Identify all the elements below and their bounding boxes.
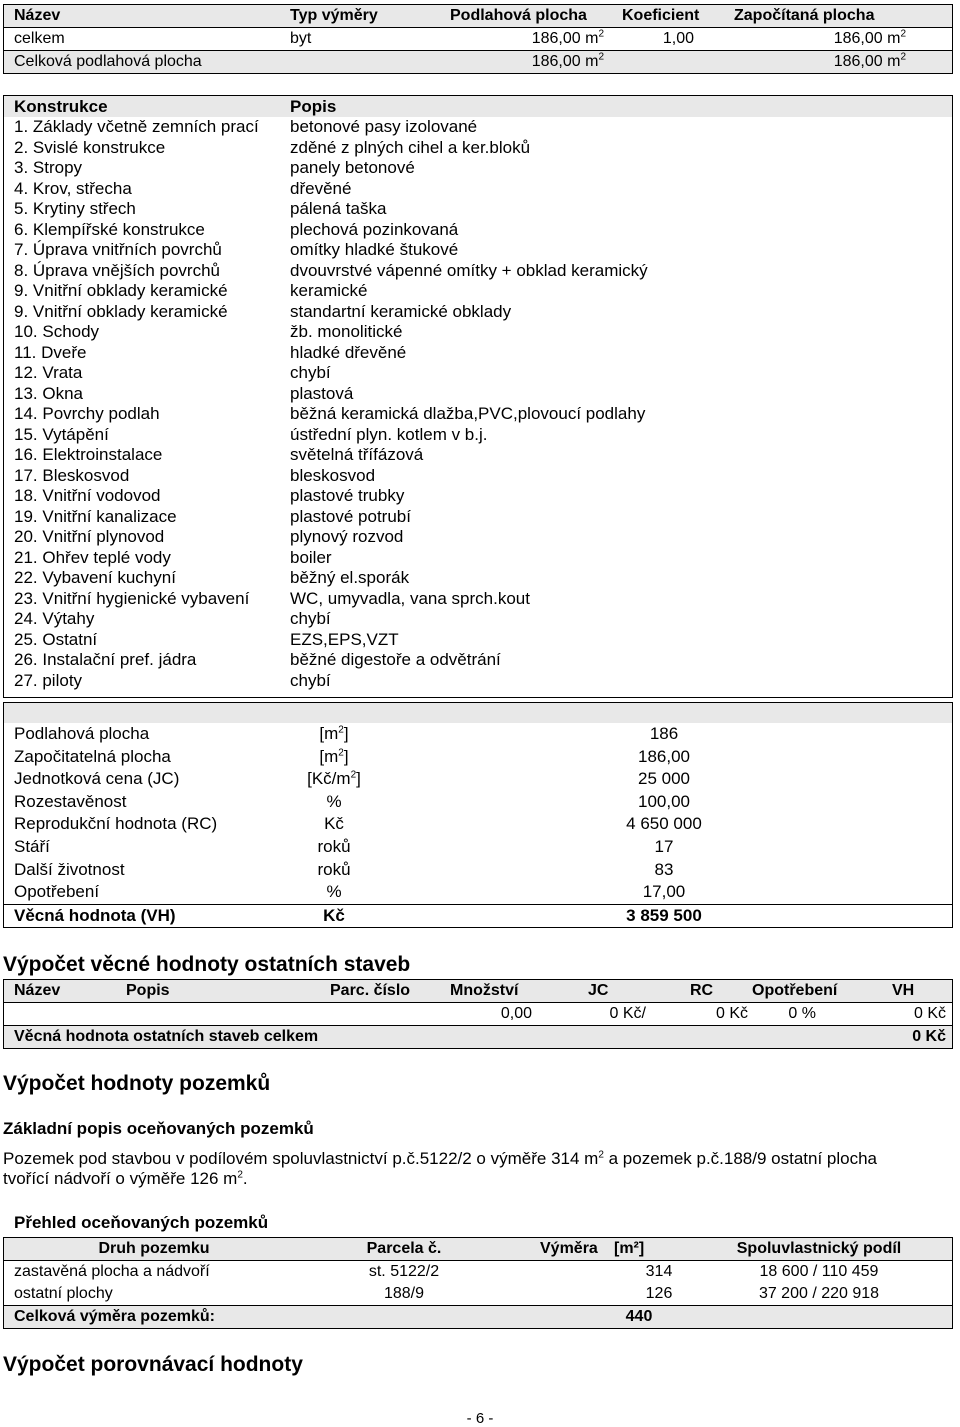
- table-row: [4, 836, 952, 859]
- construction-desc: dřevěné: [290, 178, 352, 198]
- land-parcel: st. 5122/2: [368, 1263, 440, 1280]
- valuation-unit: $[m^2]$: [319, 724, 349, 743]
- valuation-value: 186: [649, 724, 679, 743]
- table-row: [4, 548, 952, 569]
- construction-item: 21. Ohřev teplé vody: [14, 547, 171, 567]
- valuation-rows: [4, 723, 952, 904]
- col-counted: Započítaná plocha: [734, 7, 875, 24]
- construction-item: 2. Svislé konstrukce: [14, 137, 166, 157]
- other-buildings-total: Věcná hodnota ostatních staveb celkem 0 Kč: [4, 1025, 952, 1048]
- table-row: [4, 650, 952, 671]
- area-table-header: [4, 5, 952, 28]
- table-row: [4, 568, 952, 589]
- land-overview-title: Přehled oceňovaných pozemků: [14, 1213, 269, 1232]
- construction-item: 8. Úprava vnějších povrchů: [14, 260, 220, 280]
- valuation-value: 83: [654, 859, 674, 879]
- table-row: [4, 1283, 952, 1305]
- land-total-row: Celková výměra pozemků: 440: [4, 1305, 952, 1328]
- page-number: - 6 -: [466, 1410, 494, 1427]
- table-row: [4, 343, 952, 364]
- construction-desc: běžná keramická dlažba,PVC,plovoucí podlahy: [290, 404, 646, 423]
- table-row: [4, 404, 952, 425]
- construction-item: 19. Vnitřní kanalizace: [14, 506, 177, 526]
- table-row: [4, 791, 952, 814]
- valuation-unit: roků: [317, 859, 351, 879]
- valuation-label: Další životnost: [14, 859, 125, 879]
- table-row: [4, 881, 952, 904]
- construction-item: 3. Stropy: [14, 158, 83, 177]
- table-row: [4, 363, 952, 384]
- construction-desc: standartní keramické obklady: [290, 301, 512, 321]
- table-row: [4, 589, 952, 610]
- construction-item: 4. Krov, střecha: [14, 178, 132, 198]
- valuation-unit: $[Kč/m^2]$: [307, 769, 361, 789]
- construction-desc: hladké dřevěné: [290, 342, 407, 362]
- valuation-table: [3, 702, 953, 928]
- land-table-header: Druh pozemku Parcela č. Výměra [m²] Spoluvlastnický podíl: [4, 1238, 952, 1261]
- valuation-unit: Kč: [324, 814, 344, 834]
- table-row: [4, 671, 952, 692]
- table-row: [4, 1261, 952, 1283]
- table-row: [4, 507, 952, 528]
- valuation-label: Podlahová plocha: [14, 724, 150, 743]
- construction-desc: omítky hladké štukové: [290, 240, 459, 259]
- construction-item: 24. Výtahy: [14, 609, 95, 628]
- construction-desc: plastová: [290, 383, 354, 403]
- valuation-value: 17: [654, 836, 674, 856]
- area-total-row: Celková podlahová plocha 186,00 $m^2$ 186,00 $m^2$: [4, 50, 952, 73]
- valuation-label: Reprodukční hodnota (RC): [14, 814, 218, 834]
- construction-desc: světelná třífázová: [290, 445, 424, 464]
- construction-item: 6. Klempířské konstrukce: [14, 219, 205, 239]
- valuation-label: Započitatelná plocha: [14, 746, 171, 766]
- area-table: [3, 4, 953, 74]
- valuation-label: Opotřebení: [14, 882, 100, 902]
- construction-desc: keramické: [290, 281, 368, 300]
- valuation-unit: $[m^2]$: [319, 746, 349, 766]
- construction-desc: běžný el.sporák: [290, 568, 410, 587]
- valuation-value: 17,00: [642, 882, 686, 902]
- table-row: 0,00 0 Kč/ 0 Kč 0 % 0 Kč: [500, 1005, 946, 1022]
- construction-item: 27. piloty: [14, 670, 83, 690]
- construction-desc: chybí: [290, 363, 331, 382]
- table-row: [4, 138, 952, 159]
- valuation-value: 100,00: [638, 791, 690, 811]
- construction-item: 5. Krytiny střech: [14, 199, 136, 218]
- valuation-value: 186,00: [638, 746, 690, 766]
- table-row: [4, 425, 952, 446]
- construction-desc: dvouvrstvé vápenné omítky + obklad keramický: [290, 260, 648, 280]
- table-row: [4, 220, 952, 241]
- other-buildings-table: [3, 979, 953, 1049]
- construction-item: 9. Vnitřní obklady keramické: [14, 301, 228, 321]
- col-type: Typ výměry: [290, 7, 378, 24]
- table-row: [4, 179, 952, 200]
- valuation-unit: %: [326, 882, 342, 902]
- construction-desc: betonové pasy izolované: [290, 117, 478, 136]
- table-row: [4, 261, 952, 282]
- land-description: Pozemek pod stavbou v podílovém spoluvlastnictví p.č.5122/2 o výměře 314 $m^2$ a pozemek p.č.188/9 ostatní plocha tvořící nádvoří o výměře 126 $m^2$.: [3, 1149, 878, 1188]
- land-share: 37 200 / 220 918: [758, 1285, 880, 1302]
- construction-desc: ústřední plyn. kotlem v b.j.: [290, 424, 488, 444]
- land-table: [3, 1237, 953, 1329]
- valuation-label: Rozestavěnost: [14, 791, 127, 811]
- valuation-value: 4 650 000: [626, 814, 702, 834]
- construction-item: 16. Elektroinstalace: [14, 445, 163, 464]
- construction-desc: plynový rozvod: [290, 527, 404, 546]
- table-row: [4, 281, 952, 302]
- construction-desc: panely betonové: [290, 158, 415, 177]
- construction-item: 23. Vnitřní hygienické vybavení: [14, 588, 250, 608]
- construction-item: 20. Vnitřní plynovod: [14, 527, 165, 546]
- table-row: [4, 630, 952, 651]
- construction-item: 12. Vrata: [14, 363, 83, 382]
- valuation-label: Stáří: [14, 836, 50, 856]
- table-row: [4, 117, 952, 138]
- construction-item: 26. Instalační pref. jádra: [14, 650, 197, 669]
- valuation-value: 25 000: [638, 769, 690, 789]
- table-row: [4, 240, 952, 261]
- land-rows: [4, 1261, 952, 1305]
- construction-header: Konstrukce Popis: [4, 96, 952, 117]
- other-buildings-header: Název Popis Parc. číslo Množství JC RC Opotřebení VH: [4, 980, 952, 1003]
- valuation-unit: roků: [317, 836, 351, 856]
- table-row: [4, 527, 952, 548]
- valuation-label: Jednotková cena (JC): [14, 769, 180, 789]
- col-coef: Koeficient: [622, 7, 700, 24]
- table-row: [4, 199, 952, 220]
- table-row: [4, 302, 952, 323]
- table-row: [4, 158, 952, 179]
- table-row: celkem byt 186,00 $m^2$ 1,00 186,00 $m^2$: [14, 28, 906, 47]
- construction-item: 10. Schody: [14, 322, 100, 341]
- other-buildings-title: Výpočet věcné hodnoty ostatních staveb: [3, 953, 411, 976]
- construction-desc: bleskosvod: [290, 465, 376, 485]
- construction-desc: běžné digestoře a odvětrání: [290, 650, 501, 669]
- construction-table: [3, 95, 953, 698]
- land-subtitle: Základní popis oceňovaných pozemků: [3, 1119, 314, 1138]
- table-row: [4, 609, 952, 630]
- land-type: zastavěná plocha a nádvoří: [14, 1263, 210, 1280]
- construction-item: 22. Vybavení kuchyní: [14, 568, 176, 587]
- construction-desc: WC, umyvadla, vana sprch.kout: [290, 588, 530, 608]
- table-row: [4, 768, 952, 791]
- construction-rows: [4, 117, 952, 691]
- table-row: [4, 466, 952, 487]
- valuation-unit: %: [326, 791, 342, 811]
- construction-item: 11. Dveře: [14, 342, 87, 362]
- construction-desc: pálená taška: [290, 199, 387, 218]
- construction-item: 9. Vnitřní obklady keramické: [14, 281, 228, 300]
- table-row: [4, 813, 952, 836]
- table-row: [4, 746, 952, 769]
- construction-desc: chybí: [290, 670, 331, 690]
- construction-item: 17. Bleskosvod: [14, 465, 130, 485]
- land-parcel: 188/9: [383, 1285, 425, 1302]
- table-row: [4, 859, 952, 882]
- construction-desc: boiler: [290, 547, 332, 567]
- land-area: 314: [645, 1263, 673, 1280]
- col-floor: Podlahová plocha: [450, 7, 587, 24]
- construction-desc: žb. monolitické: [290, 322, 403, 341]
- table-row: [4, 322, 952, 343]
- table-row: [4, 384, 952, 405]
- table-row: [4, 445, 952, 466]
- construction-desc: plastové potrubí: [290, 506, 411, 526]
- construction-desc: plechová pozinkovaná: [290, 219, 459, 239]
- construction-item: 18. Vnitřní vodovod: [14, 486, 161, 505]
- construction-item: 7. Úprava vnitřních povrchů: [14, 240, 222, 259]
- table-row: [4, 486, 952, 507]
- col-name: Název: [14, 7, 61, 24]
- construction-item: 15. Vytápění: [14, 424, 109, 444]
- construction-desc: EZS,EPS,VZT: [290, 629, 399, 649]
- table-row: [4, 723, 952, 746]
- comparison-title: Výpočet porovnávací hodnoty: [3, 1353, 303, 1376]
- construction-desc: chybí: [290, 609, 331, 628]
- construction-item: 25. Ostatní: [14, 629, 98, 649]
- construction-desc: zděné z plných cihel a ker.bloků: [290, 137, 531, 157]
- construction-item: 1. Základy včetně zemních prací: [14, 117, 259, 136]
- valuation-total-row: Věcná hodnota (VH) Kč 3 859 500: [4, 904, 952, 928]
- land-title: Výpočet hodnoty pozemků: [3, 1072, 271, 1095]
- land-type: ostatní plochy: [14, 1285, 113, 1302]
- construction-desc: plastové trubky: [290, 486, 405, 505]
- land-area: 126: [645, 1285, 673, 1302]
- construction-item: 14. Povrchy podlah: [14, 404, 160, 423]
- construction-item: 13. Okna: [14, 383, 83, 403]
- land-share: 18 600 / 110 459: [759, 1263, 879, 1280]
